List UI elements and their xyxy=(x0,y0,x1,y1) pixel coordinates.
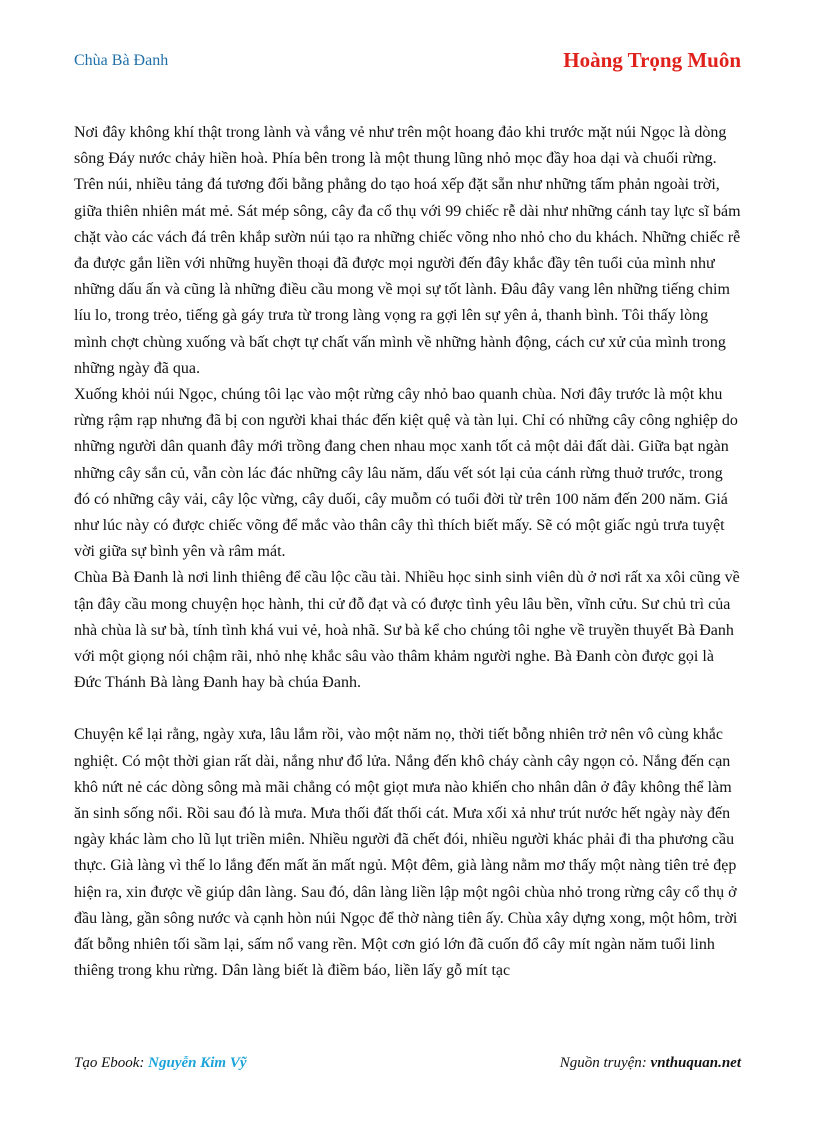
credit-separator: : xyxy=(139,1055,149,1071)
article-body xyxy=(74,120,742,985)
paragraph: Chuyện kể lại rằng, ngày xưa, lâu lắm rồi, vào một năm nọ, thời tiết bỗng nhiên trở nên vô cùng khắc nghiệt. Có một thời gian rất dài, nắng như đổ lửa. Nắng đến khô cháy cành cây ngọn cỏ. Nắng đến cạn khô nứt nẻ các dòng sông mà mãi chẳng có một giọt mưa nào khiến cho nhân dân ở đây không thể làm ăn sinh sống nổi. Rồi sau đó là mưa. Mưa thối đất thối cát. Mưa xối xả như trút nước hết ngày này đến ngày khác làm cho lũ lụt triền miên. Nhiều người đã chết đói, nhiều người khác phải đi tha phương cầu thực. Già làng vì thế lo lắng đến mất ăn mất ngủ. Một đêm, già làng nằm mơ thấy một nàng tiên trẻ đẹp hiện ra, xin được về giúp dân làng. Sau đó, dân làng liền lập một ngôi chùa nhỏ trong rừng cây cổ thụ ở đầu làng, gần sông nước và cạnh hòn núi Ngọc để thờ nàng tiên ấy. Chùa xây dựng xong, một hôm, trời đất bỗng nhiên tối sầm lại, sấm nổ vang rền. Một cơn gió lớn đã cuốn đổ cây mít ngàn năm tuổi linh thiêng trong khu rừng. Dân làng biết là điềm báo, liền lấy gỗ mít tạc xyxy=(74,726,738,980)
source-separator: : xyxy=(641,1055,651,1071)
paragraph: Xuống khỏi núi Ngọc, chúng tôi lạc vào một rừng cây nhỏ bao quanh chùa. Nơi đây trước là một khu rừng rậm rạp nhưng đã bị con người khai thác đến kiệt quệ và tàn lụi. Chỉ có những cây công nghiệp do những người dân quanh đây mới trồng đang chen nhau mọc xanh tốt cả một dải đất dài. Giữa bạt ngàn những cây sắn củ, vẫn còn lác đác những cây lâu năm, dấu vết sót lại của cánh rừng thuở trước, trong đó có những cây vải, cây lộc vừng, cây duối, cây muỗm có tuổi đời từ trên 100 năm đến 200 năm. Giá như lúc này có được chiếc võng để mắc vào thân cây thì thích biết mấy. Sẽ có một giấc ngủ trưa tuyệt vời giữa sự bình yên và râm mát. xyxy=(74,386,738,561)
paragraph: Nơi đây không khí thật trong lành và vắng vẻ như trên một hoang đảo khi trước mặt núi Ngọc là dòng sông Đáy nước chảy hiền hoà. Phía bên trong là một thung lũng nhỏ mọc đầy hoa dại và chuối rừng. Trên núi, nhiều tảng đá tương đối bằng phẳng do tạo hoá xếp đặt sẵn như những tấm phản ngoài trời, giữa thiên nhiên mát mẻ. Sát mép sông, cây đa cổ thụ với 99 chiếc rễ dài như những cánh tay lực sĩ bám chặt vào các vách đá trên khắp sườn núi tạo ra những chiếc võng nho nhỏ cho du khách. Những chiếc rễ đa được gắn liền với những huyền thoại đã được mọi người đến đây khắc đầy tên tuổi của mình như những dấu ấn và cũng là những điều cầu mong về mọi sự tốt lành. Đâu đây vang lên những tiếng chim líu lo, trong trẻo, tiếng gà gáy trưa từ trong làng vọng ra gợi lên sự yên ả, thanh bình. Tôi thấy lòng mình chợt chùng xuống và bất chợt tự chất vấn mình về những hành động, cách cư xử của mình trong những ngày đã qua. xyxy=(74,124,741,377)
paragraph: Chùa Bà Đanh là nơi linh thiêng để cầu lộc cầu tài. Nhiều học sinh sinh viên dù ở nơi rất xa xôi cũng về tận đây cầu mong chuyện học hành, thi cử đỗ đạt và có được tình yêu lâu bền, vĩnh cửu. Sư chủ trì của nhà chùa là sư bà, tính tình khá vui vẻ, hoà nhã. Sư bà kể cho chúng tôi nghe về truyền thuyết Bà Đanh với một giọng nói chậm rãi, nhỏ nhẹ khắc sâu vào thâm khảm người nghe. Bà Đanh còn được gọi là Đức Thánh Bà làng Đanh hay bà chúa Đanh. xyxy=(74,569,740,692)
footer-source xyxy=(560,1055,741,1072)
footer-credit xyxy=(74,1055,247,1072)
credit-name: Nguyễn Kim Vỹ xyxy=(148,1055,247,1071)
credit-label: Tạo Ebook xyxy=(74,1055,140,1071)
header-title: Chùa Bà Đanh xyxy=(74,52,169,69)
source-site: vnthuquan.net xyxy=(650,1055,741,1071)
header-author: Hoàng Trọng Muôn xyxy=(563,48,741,72)
source-label: Nguồn truyện xyxy=(559,1055,642,1071)
